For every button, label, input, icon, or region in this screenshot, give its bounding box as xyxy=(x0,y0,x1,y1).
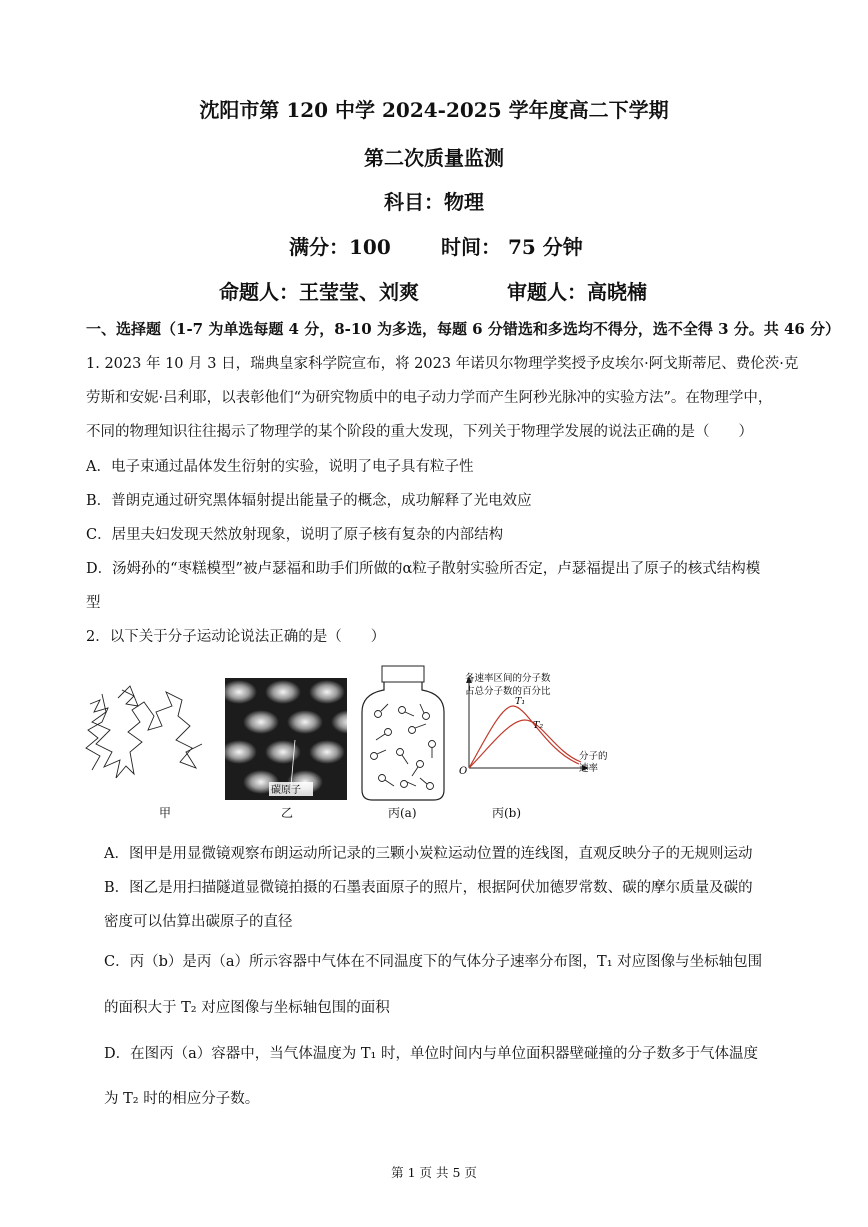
figure-label-jia: 甲 xyxy=(159,806,172,820)
graphite-stm-figure xyxy=(225,678,347,800)
q2-option-a: A．图甲是用显微镜观察布朗运动所记录的三颗小炭粒运动位置的连线图，直观反映分子的无规则运动 xyxy=(104,846,753,862)
carbon-atom-label: 碳原子 xyxy=(271,785,301,796)
gas-container-figure xyxy=(358,664,448,804)
q2-option-c-line2: 的面积大于 T₂ 对应图像与坐标轴包围的面积 xyxy=(104,1000,390,1016)
q1-option-c: C．居里夫妇发现天然放射现象，说明了原子核有复杂的内部结构 xyxy=(86,527,504,543)
q1-option-a: A．电子束通过晶体发生衍射的实验，说明了电子具有粒子性 xyxy=(86,459,474,475)
exam-time: 时间： 75 分钟 xyxy=(441,235,583,259)
q2-option-d-line1: D．在图丙（a）容器中，当气体温度为 T₁ 时，单位时间内与单位面积器壁碰撞的分子数多于气体温度 xyxy=(104,1046,758,1062)
exam-subtitle: 第二次质量监测 xyxy=(364,146,504,170)
page-footer: 第 1 页 共 5 页 xyxy=(391,1165,477,1180)
q2-option-d-line2: 为 T₂ 时的相应分子数。 xyxy=(104,1091,260,1107)
q1-option-d-line1: D．汤姆孙的“枣糕模型”被卢瑟福和助手们所做的α粒子散射实验所否定，卢瑟福提出了原子的核式结构模 xyxy=(86,561,761,577)
q2-option-b-line2: 密度可以估算出碳原子的直径 xyxy=(104,914,293,930)
t1-label: T₁ xyxy=(515,696,526,707)
q2-stem: 2．以下关于分子运动论说法正确的是（ ） xyxy=(86,629,386,645)
brownian-motion-figure xyxy=(82,682,207,782)
q1-option-b: B．普朗克通过研究黑体辐射提出能量子的概念，成功解释了光电效应 xyxy=(86,493,532,509)
t2-label: T₂ xyxy=(533,720,544,731)
y-axis-label-1: 各速率区间的分子数 xyxy=(465,673,551,684)
x-axis-label-1: 分子的 xyxy=(579,751,608,762)
authors: 命题人：王莹莹、刘爽 xyxy=(219,280,419,304)
figure-label-bing-a: 丙(a) xyxy=(388,806,417,820)
section-heading: 一、选择题（1-7 为单选每题 4 分，8-10 为多选，每题 6 分错选和多选均不得分，选不全得 3 分。共 46 分） xyxy=(86,320,841,338)
exam-title: 沈阳市第 120 中学 2024-2025 学年度高二下学期 xyxy=(199,98,669,122)
q2-option-b-line1: B．图乙是用扫描隧道显微镜拍摄的石墨表面原子的照片，根据阿伏加德罗常数、碳的摩尔质量及碳的 xyxy=(104,880,753,896)
full-score: 满分：100 xyxy=(289,235,391,259)
y-axis-label-2: 占总分子数的百分比 xyxy=(465,686,551,697)
reviewer: 审题人：高晓楠 xyxy=(507,280,647,304)
figure-label-yi: 乙 xyxy=(281,806,294,820)
q1-stem-line1: 1. 2023 年 10 月 3 日，瑞典皇家科学院宣布，将 2023 年诺贝尔物理学奖授予皮埃尔·阿戈斯蒂尼、费伦茨·克 xyxy=(86,356,799,372)
figure-label-bing-b: 丙(b) xyxy=(492,806,522,820)
origin-label: O xyxy=(459,766,468,777)
q2-option-c-line1: C．丙（b）是丙（a）所示容器中气体在不同温度下的气体分子速率分布图，T₁ 对应图像与坐标轴包围 xyxy=(104,954,763,970)
q1-option-d-line2: 型 xyxy=(86,595,101,611)
q1-stem-line3: 不同的物理知识往往揭示了物理学的某个阶段的重大发现，下列关于物理学发展的说法正确的是（ ） xyxy=(86,424,753,440)
x-axis-label-2: 速率 xyxy=(579,763,599,774)
speed-distribution-chart xyxy=(455,670,615,782)
subject: 科目：物理 xyxy=(384,190,484,214)
q1-stem-line2: 劳斯和安妮·吕利耶，以表彰他们“为研究物质中的电子动力学而产生阿秒光脉冲的实验方法”。在物理学中， xyxy=(86,390,773,406)
